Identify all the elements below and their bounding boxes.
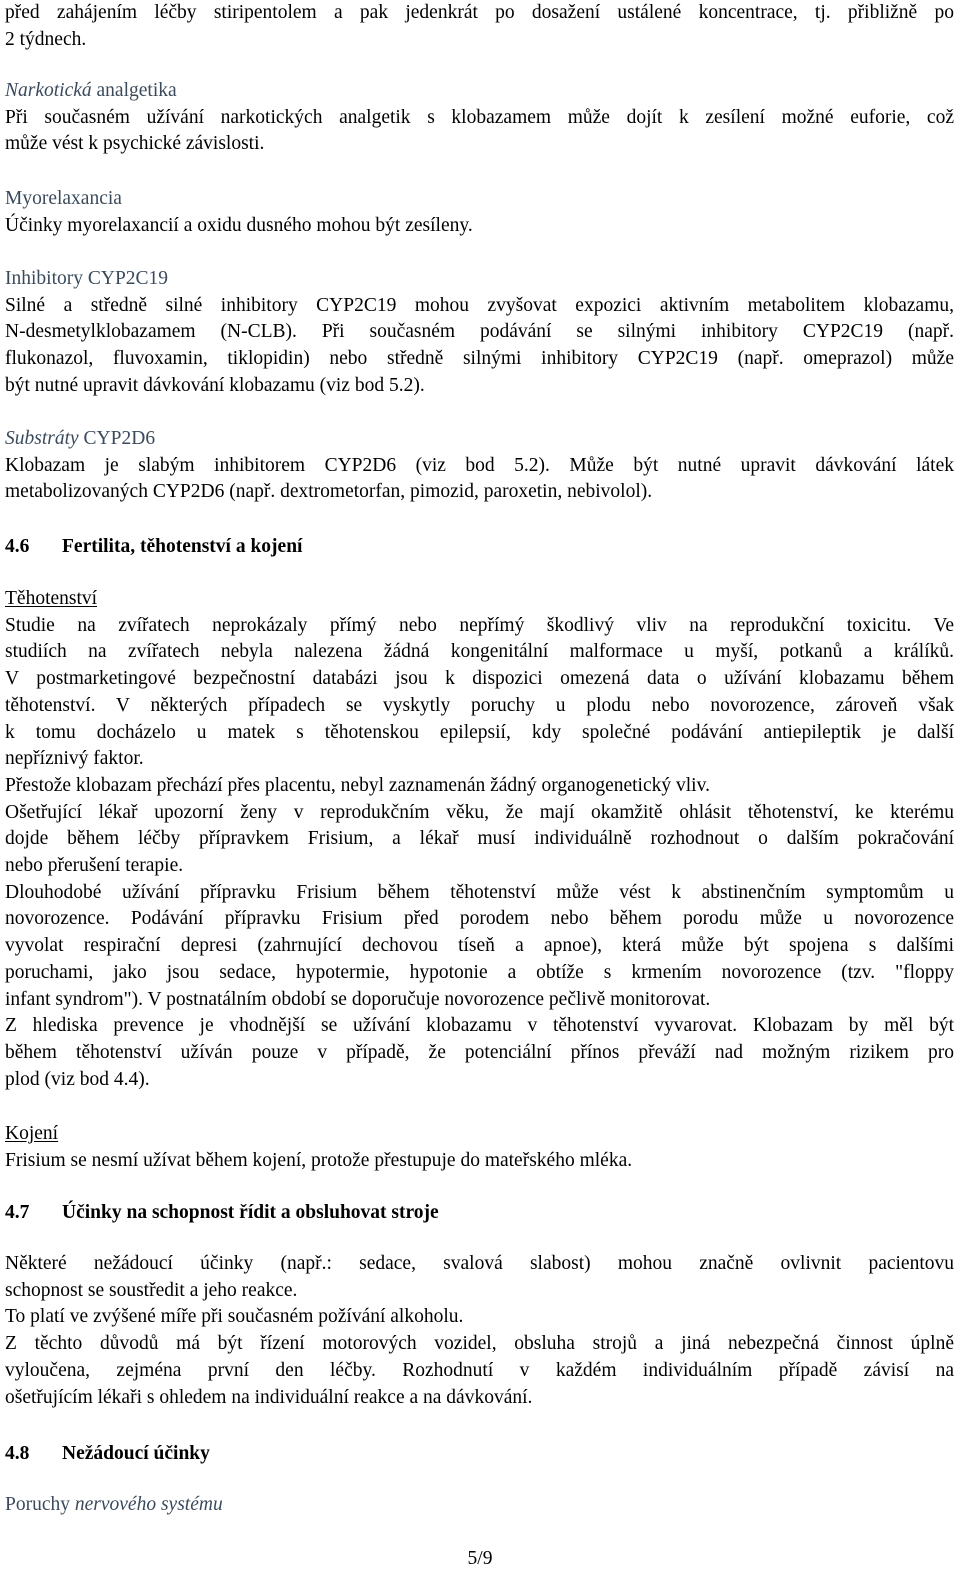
intro-line-2: 2 týdnech. (5, 28, 87, 50)
breastfeeding-title-text: Kojení (5, 1123, 59, 1144)
pregnancy-line: nebo přerušení terapie. (5, 855, 184, 877)
nervous-system-subtitle (5, 1492, 954, 1519)
narcotic-title-rest: analgetika (96, 80, 177, 101)
cyp2d6-title (5, 426, 954, 453)
section-4-7-body (5, 1251, 954, 1411)
cyp2c19-line-1: Silné a středně silné inhibitory CYP2C19 mohou zvyšovat expozici aktivním metabolitem klobazamu, (5, 294, 954, 316)
pregnancy-line: poruchami, jako jsou sedace, hypotermie, hypotonie a obtíže s krmením novorozence (tzv. "floppy (5, 961, 954, 983)
narcotic-line-1: Při současném užívání narkotických analgetik s klobazamem může dojít k zesílení možné euforie, což (5, 106, 954, 128)
narcotic-line-2: může vést k psychické závislosti. (5, 133, 265, 155)
section-4-8-sub (5, 1492, 954, 1519)
intro-paragraph (5, 0, 954, 53)
section-4-7-heading (5, 1200, 439, 1226)
pregnancy-line: nepříznivý faktor. (5, 748, 144, 770)
pregnancy-line: infant syndrom"). V postnatálním období se doporučuje novorozence pečlivě monitorovat. (5, 988, 711, 1010)
cyp2d6-title-rest: CYP2D6 (83, 428, 156, 449)
cyp2c19-line-4: být nutné upravit dávkování klobazamu (viz bod 5.2). (5, 374, 425, 396)
nervous-system-plain: Poruchy (5, 1494, 70, 1515)
section-4-7-line: ošetřujícím lékaři s ohledem na individuální reakce a na dávkování. (5, 1386, 533, 1408)
pregnancy-line: Z hlediska prevence je vhodnější se užívání klobazamu v těhotenství vyvarovat. Klobazam by měl být (5, 1015, 954, 1037)
narcotic-title-italic: Narkotická (5, 80, 92, 101)
breastfeeding-line-1: Frisium se nesmí užívat během kojení, protože přestupuje do mateřského mléka. (5, 1149, 633, 1171)
pregnancy-title (5, 586, 954, 613)
pregnancy-line: dojde během léčby přípravkem Frisium, a lékař musí individuálně rozhodnout o dalším pokračování (5, 828, 954, 850)
intro-line-1: před zahájením léčby stiripentolem a pak jedenkrát po dosažení ustálené koncentrace, tj. přibližně po (5, 2, 954, 23)
section-4-7-line: Z těchto důvodů má být řízení motorových vozidel, obsluha strojů a jiná nebezpečná činnost úplně (5, 1333, 954, 1355)
section-4-8-title: Nežádoucí účinky (62, 1443, 210, 1464)
section-4-6-heading (5, 534, 302, 560)
pregnancy-title-text: Těhotenství (5, 588, 98, 609)
pregnancy-line: V postmarketingové bezpečnostní databázi jsou k dispozici omezená data o užívání klobazamu během (5, 668, 954, 690)
section-4-6-title: Fertilita, těhotenství a kojení (62, 536, 303, 557)
cyp2d6-title-italic: Substráty (5, 428, 79, 449)
pregnancy-line: plod (viz bod 4.4). (5, 1068, 150, 1090)
section-4-8-number: 4.8 (5, 1443, 30, 1464)
myorelax-title: Myorelaxancia (5, 188, 122, 209)
pregnancy-line: Přestože klobazam přechází přes placentu, nebyl zaznamenán žádný organogenetický vliv. (5, 774, 710, 796)
pregnancy-line: studiích na zvířatech nebyla nalezena žádná kongenitální malformace u myší, potkanů a králíků. (5, 641, 954, 663)
breastfeeding-title (5, 1121, 954, 1148)
narcotic-section (5, 78, 954, 158)
cyp2d6-line-2: metabolizovaných CYP2D6 (např. dextrometorfan, pimozid, paroxetin, nebivolol). (5, 481, 653, 503)
cyp2c19-section (5, 266, 954, 400)
narcotic-title (5, 78, 954, 105)
pregnancy-line: Dlouhodobé užívání přípravku Frisium během těhotenství může vést k abstinenčním symptomům u (5, 881, 954, 903)
section-4-7-title: Účinky na schopnost řídit a obsluhovat stroje (62, 1202, 439, 1223)
cyp2c19-line-3: flukonazol, fluvoxamin, tiklopidin) nebo středně silnými inhibitory CYP2C19 (např. omeprazol) může (5, 348, 954, 370)
section-4-8-heading (5, 1441, 210, 1467)
myorelax-line-1: Účinky myorelaxancií a oxidu dusného mohou být zesíleny. (5, 214, 473, 236)
pregnancy-line: během těhotenství užíván pouze v případě, že potenciální přínos převáží nad možným rizikem pro (5, 1041, 954, 1063)
myorelax-section (5, 186, 954, 239)
section-4-7-number: 4.7 (5, 1202, 30, 1223)
cyp2d6-line-1: Klobazam je slabým inhibitorem CYP2D6 (viz bod 5.2). Může být nutné upravit dávkování látek (5, 454, 954, 476)
cyp2c19-line-2: N-desmetylklobazamem (N-CLB). Při současném podávání se silnými inhibitory CYP2C19 (např. (5, 321, 954, 343)
section-4-7-line: Některé nežádoucí účinky (např.: sedace, svalová slabost) mohou značně ovlivnit pacientovu (5, 1253, 954, 1274)
pregnancy-section (5, 586, 954, 1093)
cyp2c19-title: Inhibitory CYP2C19 (5, 268, 169, 289)
section-4-7-line: schopnost se soustředit a jeho reakce. (5, 1279, 298, 1301)
cyp2d6-section (5, 426, 954, 506)
pregnancy-line: těhotenství. V některých případech se vyskytly poruchy u plodu nebo novorozence, zároveň však (5, 694, 954, 716)
pregnancy-line: Studie na zvířatech neprokázaly přímý nebo nepřímý škodlivý vliv na reprodukční toxicitu. Ve (5, 614, 954, 636)
section-4-7-line: vyloučena, zejména první den léčby. Rozhodnutí v každém individuálním případě závisí na (5, 1359, 954, 1381)
section-4-6-number: 4.6 (5, 536, 30, 557)
page-number: 5/9 (467, 1548, 493, 1569)
pregnancy-line: k tomu docházelo u matek s těhotenskou epilepsií, kdy společné podávání antiepileptik je další (5, 721, 954, 743)
section-4-7-line: To platí ve zvýšené míře při současném požívání alkoholu. (5, 1306, 464, 1328)
breastfeeding-section (5, 1121, 954, 1174)
pregnancy-line: Ošetřující lékař upozorní ženy v reprodukčním věku, že mají okamžitě ohlásit těhotenství, ke kterému (5, 801, 954, 823)
pregnancy-line: vyvolat respirační depresi (zahrnující dechovou tíseň a apnoe), která může být spojena s dalšími (5, 935, 954, 957)
pregnancy-line: novorozence. Podávání přípravku Frisium před porodem nebo během porodu může u novorozence (5, 908, 954, 930)
nervous-system-italic: nervového systému (74, 1494, 223, 1515)
